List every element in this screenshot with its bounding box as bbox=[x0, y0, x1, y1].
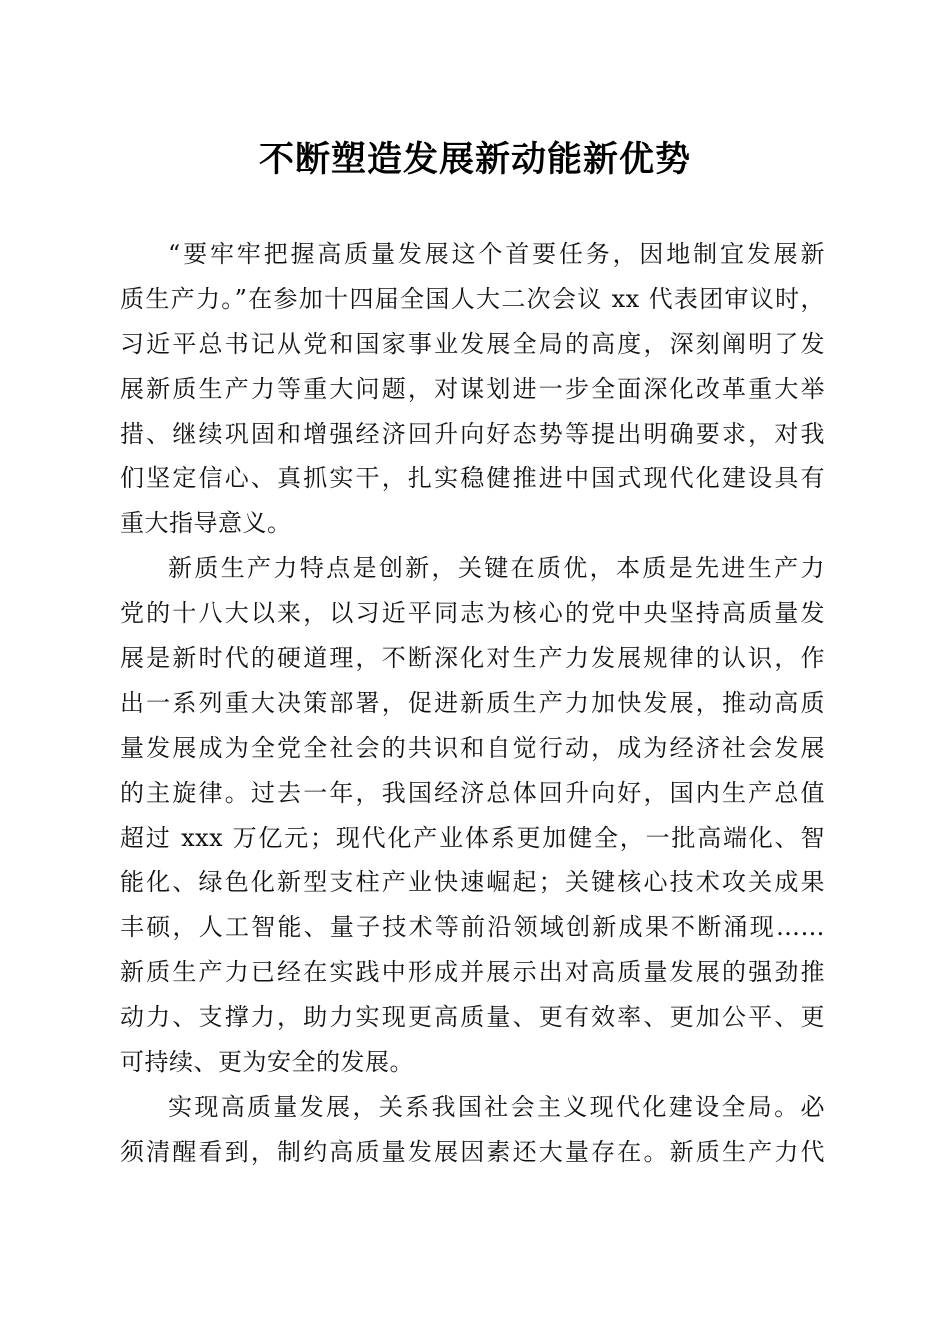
body-line: 们坚定信心、真抓实干，扎实稳健推进中国式现代化建设具有 bbox=[120, 464, 825, 493]
body-line: “要牢牢把握高质量发展这个首要任务，因地制宜发展新 bbox=[168, 240, 825, 268]
body-line: 展是新时代的硬道理，不断深化对生产力发展规律的认识，作 bbox=[120, 644, 825, 673]
body-line: 展新质生产力等重大问题，对谋划进一步全面深化改革重大举 bbox=[120, 374, 825, 403]
body-line: 质生产力。”在参加十四届全国人大二次会议 xx 代表团审议时， bbox=[120, 284, 825, 313]
body-line: 丰硕，人工智能、量子技术等前沿领域创新成果不断涌现…… bbox=[120, 913, 825, 942]
body-line: 的主旋律。过去一年，我国经济总体回升向好，国内生产总值 bbox=[120, 778, 825, 807]
document-body bbox=[120, 232, 825, 1175]
body-line: 新质生产力已经在实践中形成并展示出对高质量发展的强劲推 bbox=[120, 958, 825, 987]
body-line: 新质生产力特点是创新，关键在质优，本质是先进生产力 bbox=[168, 554, 825, 583]
body-line: 动力、支撑力，助力实现更高质量、更有效率、更加公平、更 bbox=[120, 1003, 825, 1032]
body-line: 须清醒看到，制约高质量发展因素还大量存在。新质生产力代 bbox=[120, 1137, 825, 1166]
body-line: 能化、绿色化新型支柱产业快速崛起；关键核心技术攻关成果 bbox=[120, 868, 825, 897]
body-line: 超过 xxx 万亿元；现代化产业体系更加健全，一批高端化、智 bbox=[120, 823, 825, 852]
body-line: 重大指导意义。 bbox=[120, 509, 292, 538]
body-line: 措、继续巩固和增强经济回升向好态势等提出明确要求，对我 bbox=[120, 419, 825, 448]
body-line: 出一系列重大决策部署，促进新质生产力加快发展，推动高质 bbox=[120, 688, 825, 717]
body-line: 实现高质量发展，关系我国社会主义现代化建设全局。必 bbox=[168, 1092, 825, 1121]
body-line: 党的十八大以来，以习近平同志为核心的党中央坚持高质量发 bbox=[120, 599, 825, 628]
body-line: 可持续、更为安全的发展。 bbox=[120, 1048, 414, 1077]
body-line: 量发展成为全党全社会的共识和自觉行动，成为经济社会发展 bbox=[120, 733, 825, 762]
body-line: 习近平总书记从党和国家事业发展全局的高度，深刻阐明了发 bbox=[120, 329, 825, 358]
document-title: 不断塑造发展新动能新优势 bbox=[258, 139, 691, 180]
